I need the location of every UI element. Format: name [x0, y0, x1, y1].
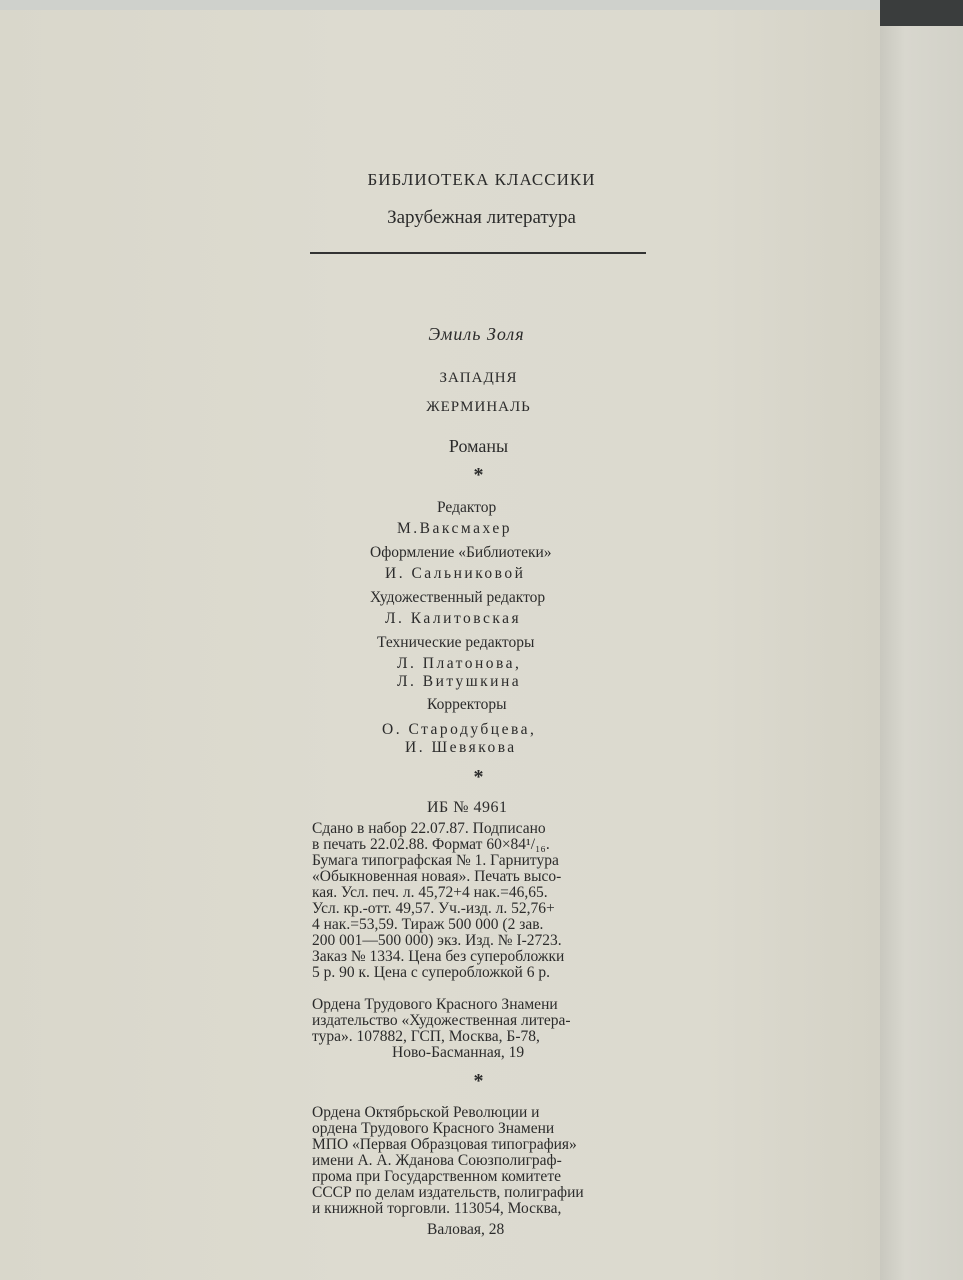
credit-role-art-editor: Художественный редактор	[370, 589, 546, 606]
printer-line: Валовая, 28	[427, 1221, 505, 1238]
author-name: Эмиль Золя	[428, 324, 525, 344]
printer-line: Ордена Октябрьской Революции и	[312, 1104, 540, 1121]
printer-line: и книжной торговли. 113054, Москва,	[312, 1200, 562, 1217]
printer-line: прома при Государственном комитете	[312, 1168, 561, 1185]
production-line: 4 нак.=53,59. Тираж 500 000 (2 зав.	[312, 916, 544, 933]
production-line: 200 001—500 000) экз. Изд. № I-2723.	[312, 932, 562, 949]
production-line: в печать 22.02.88. Формат 60×84¹/₁₆.	[312, 836, 550, 853]
publisher-line: тура». 107882, ГСП, Москва, Б-78,	[312, 1028, 540, 1045]
production-line: Бумага типографская № 1. Гарнитура	[312, 852, 559, 869]
printer-line: СССР по делам издательств, полиграфии	[312, 1184, 584, 1201]
separator-star: *	[473, 464, 484, 486]
credit-name-tech-editor-1: Л. Платонова,	[397, 655, 522, 672]
credit-name-editor: М.Ваксмахер	[397, 520, 512, 537]
publisher-line: Ордена Трудового Красного Знамени	[312, 996, 558, 1013]
publisher-line: Ново-Басманная, 19	[392, 1044, 525, 1061]
production-line: Заказ № 1334. Цена без суперобложки	[312, 948, 565, 965]
separator-star: *	[473, 1070, 484, 1092]
production-line: Сдано в набор 22.07.87. Подписано	[312, 820, 546, 837]
credit-name-tech-editor-2: Л. Витушкина	[397, 673, 522, 690]
production-line: 5 р. 90 к. Цена с суперобложкой 6 р.	[312, 964, 550, 981]
genre-label: Романы	[448, 436, 509, 456]
work-title-2: ЖЕРМИНАЛЬ	[426, 399, 531, 415]
credit-name-proofreader-1: О. Стародубцева,	[382, 721, 537, 738]
credit-role-editor: Редактор	[437, 499, 497, 516]
printer-line: имени А. А. Жданова Союзполиграф-	[312, 1152, 562, 1169]
ib-number: ИБ № 4961	[427, 799, 508, 816]
production-line: Усл. кр.-отт. 49,57. Уч.-изд. л. 52,76+	[312, 900, 555, 917]
divider-rule	[310, 252, 646, 254]
separator-star: *	[473, 766, 484, 788]
credit-role-design: Оформление «Библиотеки»	[370, 544, 552, 561]
printer-line: МПО «Первая Образцовая типография»	[312, 1136, 577, 1153]
credit-name-proofreader-2: И. Шевякова	[405, 739, 517, 756]
credit-role-tech-editors: Технические редакторы	[377, 634, 535, 651]
production-line: кая. Усл. печ. л. 45,72+4 нак.=46,65.	[312, 884, 548, 901]
background-corner	[880, 0, 963, 26]
credit-name-art-editor: Л. Калитовская	[385, 610, 522, 627]
series-subtitle: Зарубежная литература	[387, 207, 576, 228]
credit-name-design: И. Сальниковой	[385, 565, 526, 582]
production-line: «Обыкновенная новая». Печать высо-	[312, 868, 562, 885]
series-title: БИБЛИОТЕКА КЛАССИКИ	[367, 170, 596, 189]
printer-line: ордена Трудового Красного Знамени	[312, 1120, 555, 1137]
credit-role-proofreaders: Корректоры	[427, 696, 507, 713]
publisher-line: издательство «Художественная литера-	[312, 1012, 571, 1029]
work-title-1: ЗАПАДНЯ	[439, 370, 518, 386]
